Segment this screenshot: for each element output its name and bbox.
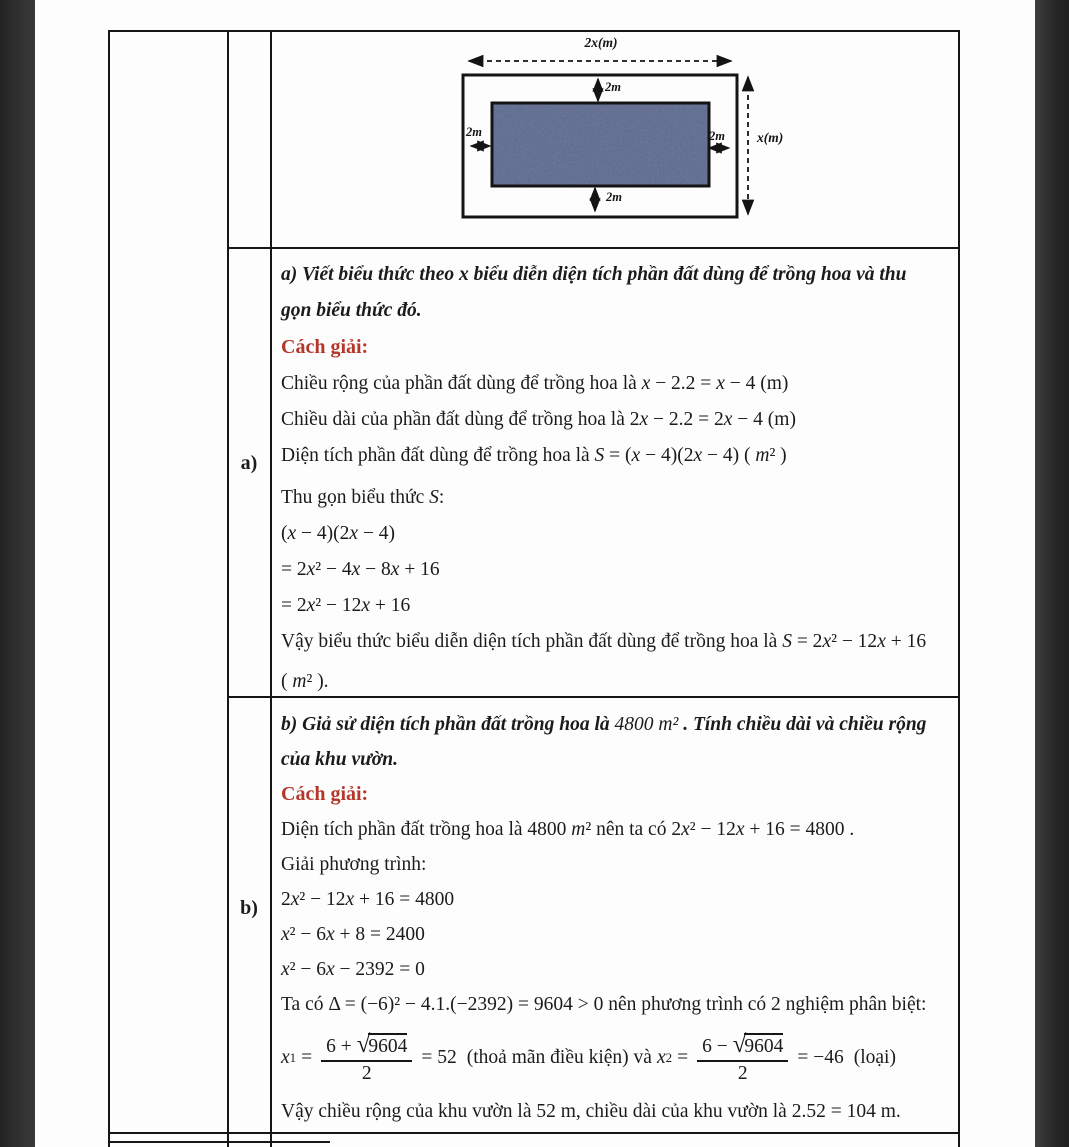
solution-part-a [271,248,958,696]
garden-diagram-svg [271,30,958,247]
text-segment: Thu gọn biểu thức [281,487,430,508]
left-margin-label: 2m [466,125,482,139]
text-line [281,1094,948,1129]
text-segment: Ta có Δ = (−6)² − 4.1.(−2392) = 9604 > 0 nên phương trình có 2 nghiệm phân biệt: [281,994,927,1015]
text-line [281,882,948,917]
text-segment: S [594,445,605,466]
x1-numerator-prefix: 6 + [326,1035,357,1057]
text-segment: x [641,373,651,394]
height-dimension-label: x(m) [757,130,784,145]
text-segment: ² − 6 [289,959,326,980]
x2-radicand: 9604 [744,1033,783,1057]
text-line [281,293,948,329]
text-segment: x [631,445,641,466]
garden-figure [271,30,958,247]
text-segment: x [306,559,316,580]
text-line [281,624,948,660]
text-line [281,402,948,438]
text-line [281,707,948,742]
text-segment: Cách giải: [281,783,369,805]
x2-result: = −46 [797,1047,844,1068]
text-line [281,552,948,588]
text-segment: + 16 [885,631,927,652]
text-segment: − 2.2 = 2 [648,409,724,430]
text-segment: x [716,373,725,394]
x2-denominator: 2 [737,1062,748,1084]
text-segment: của khu vườn. [281,749,398,770]
text-segment: Vậy chiều rộng của khu vườn là 52 m, chiều dài của khu vườn là 2.52 = 104 m. [281,1101,901,1122]
text-segment: x [287,523,297,544]
width-dimension-label: 2x(m) [584,35,618,50]
text-line [281,777,948,812]
text-segment: x [281,959,290,980]
text-segment: x [735,819,745,840]
solution-b-text [281,707,948,1022]
text-segment: Diện tích phần đất dùng để trồng hoa là [281,445,595,466]
part-b-label: b) [240,897,258,919]
text-line [281,257,948,293]
text-segment: x [723,409,733,430]
equals-sign: = [677,1047,689,1068]
text-line [281,952,948,987]
text-segment: m [755,445,770,466]
text-segment: ² − 12 [299,889,346,910]
text-segment: x [326,959,335,980]
text-segment: x [351,559,361,580]
text-segment: ( [281,671,293,692]
text-segment: x [326,924,335,945]
x2-fraction [697,1032,788,1085]
text-segment: x [681,819,690,840]
text-segment: ² nên ta có 2 [585,819,682,840]
text-segment: − 4 (m) [724,373,789,394]
flower-bed-texture [492,103,709,186]
table-border-right [958,30,960,1147]
x2-numerator [697,1032,788,1062]
x2-variable: x [656,1047,666,1068]
text-segment: − 2392 = 0 [334,959,425,980]
right-margin-label: 2m [709,129,725,143]
text-line [281,847,948,882]
table-border-bottom [108,1132,960,1134]
text-segment: b) Giả sử diện tích phần đất trồng hoa là [281,714,615,735]
text-segment: x [877,631,886,652]
text-line [281,480,948,516]
text-segment: − 8 [360,559,391,580]
text-segment: : [438,487,445,508]
text-segment: x [693,445,703,466]
text-segment: + 8 = 2400 [334,924,425,945]
text-segment: ² − 12 [315,595,362,616]
text-segment: ² − 12 [831,631,878,652]
table-border-col2 [227,30,229,1147]
text-segment: − 4)(2 [640,445,694,466]
text-segment: a) Viết biểu thức theo x biểu diễn diện tích phần đất dùng để trồng hoa và thu [281,264,907,285]
text-segment: x [822,631,832,652]
equals-sign: = [301,1047,313,1068]
text-line [281,812,948,847]
solution-b-conclusion [281,1094,948,1129]
text-segment: x [281,924,290,945]
text-segment: − 4) ( [702,445,756,466]
text-segment: S [782,631,792,652]
x1-result: = 52 [421,1047,457,1068]
text-segment: 2 [281,889,291,910]
x1-note: (thoả mãn điều kiện) và [466,1047,652,1068]
text-segment: Chiều rộng của phần đất dùng để trồng hoa là [281,373,642,394]
text-line [281,366,948,402]
text-segment: Diện tích phần đất trồng hoa là 4800 [281,819,572,840]
x2-numerator-prefix: 6 − [702,1035,733,1057]
quadratic-roots-line: x 1 = $\frac{6 + √9604}{2}$ = 52 (thoả mãn điều kiện) và x 2 = $\frac{6 - √9604}{2}$ = −46 (loại) [281,1030,896,1084]
x1-fraction [321,1032,412,1085]
text-segment: gọn biểu thức đó. [281,300,422,321]
text-segment: − 4 (m) [732,409,796,430]
text-segment: x [639,409,649,430]
text-line [281,742,948,777]
text-segment: Cách giải: [281,336,369,358]
x1-radicand: 9604 [368,1033,407,1057]
text-segment: + 16 = 4800 . [744,819,855,840]
text-segment: ² ) [769,445,787,466]
text-segment: ² − 12 [689,819,736,840]
part-a-label: a) [240,452,258,474]
text-segment: = 2 [281,595,307,616]
text-segment: − 2.2 = [650,373,717,394]
scan-edge-left [0,0,35,1147]
sqrt-icon: √ [356,1030,371,1058]
text-line [281,438,948,474]
next-row-border-hint [108,1141,330,1143]
text-segment: = 2 [281,559,307,580]
text-segment: + 16 = 4800 [354,889,455,910]
text-segment: Giải phương trình: [281,854,427,875]
text-segment: + 16 [370,595,411,616]
text-segment: ² ). [306,671,329,692]
text-segment: x [306,595,316,616]
text-line [281,329,948,366]
text-segment: ² − 4 [315,559,352,580]
text-line [281,516,948,552]
x1-numerator [321,1032,412,1062]
text-segment: x [361,595,371,616]
text-segment: x [290,889,300,910]
text-segment: 4800 m² [614,714,679,735]
text-segment: ² − 6 [289,924,326,945]
sqrt-icon: √ [732,1030,747,1058]
text-segment: Vậy biểu thức biểu diễn diện tích phần đất dùng để trồng hoa là [281,631,783,652]
text-segment: x [390,559,400,580]
solution-part-b [271,698,958,1132]
text-segment: m [292,671,307,692]
table-border-left [108,30,110,1147]
top-margin-label: 2m [605,80,621,94]
text-segment: − 4)(2 [296,523,350,544]
text-line [281,917,948,952]
text-segment: Chiều dài của phần đất dùng để trồng hoa là 2 [281,409,640,430]
text-segment: x [345,889,355,910]
text-segment: + 16 [399,559,440,580]
x1-variable: x [281,1047,290,1068]
text-segment: = 2 [791,631,823,652]
bottom-margin-label: 2m [606,190,622,204]
text-segment: S [429,487,439,508]
text-segment: − 4) [358,523,396,544]
text-segment: ( [281,523,288,544]
x1-denominator: 2 [361,1062,372,1084]
text-segment: m [571,819,586,840]
x2-note: (loại) [853,1047,896,1068]
text-line [281,588,948,624]
text-line [281,987,948,1022]
text-segment: = ( [604,445,632,466]
scan-edge-right [1035,0,1069,1147]
text-line [281,664,948,696]
text-segment: . Tính chiều dài và chiều rộng [678,714,927,735]
text-segment: x [349,523,359,544]
